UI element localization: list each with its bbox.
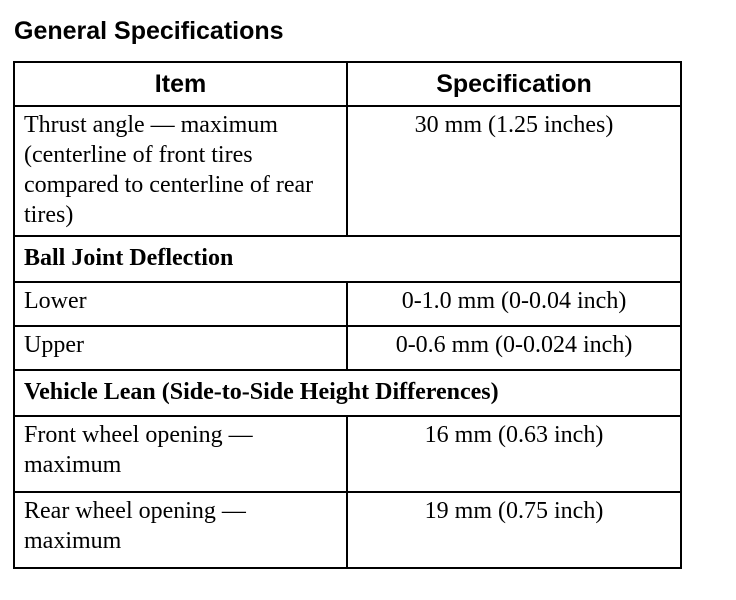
section-row [14,236,681,282]
spec-cell: 16 mm (0.63 inch) [347,416,681,492]
spec-cell: 0-1.0 mm (0-0.04 inch) [347,282,681,326]
table-row [14,326,681,370]
item-cell: Upper [14,326,347,370]
spec-cell: 19 mm (0.75 inch) [347,492,681,568]
table-row [14,492,681,568]
table-row [14,282,681,326]
section-heading: Vehicle Lean (Side-to-Side Height Differences) [14,370,681,416]
column-header-specification: Specification [347,62,681,106]
item-cell: Front wheel opening — maximum [14,416,347,492]
table-row [14,106,681,236]
item-cell: Rear wheel opening — maximum [14,492,347,568]
spec-cell: 30 mm (1.25 inches) [347,106,681,236]
table-header-row [14,62,681,106]
section-row [14,370,681,416]
section-heading: Ball Joint Deflection [14,236,681,282]
item-cell: Lower [14,282,347,326]
table-row [14,416,681,492]
page-title: General Specifications [14,17,284,45]
item-cell: Thrust angle — maximum (centerline of front tires compared to centerline of rear tires) [14,106,347,236]
spec-cell: 0-0.6 mm (0-0.024 inch) [347,326,681,370]
column-header-item: Item [14,62,347,106]
specifications-table [13,61,682,569]
